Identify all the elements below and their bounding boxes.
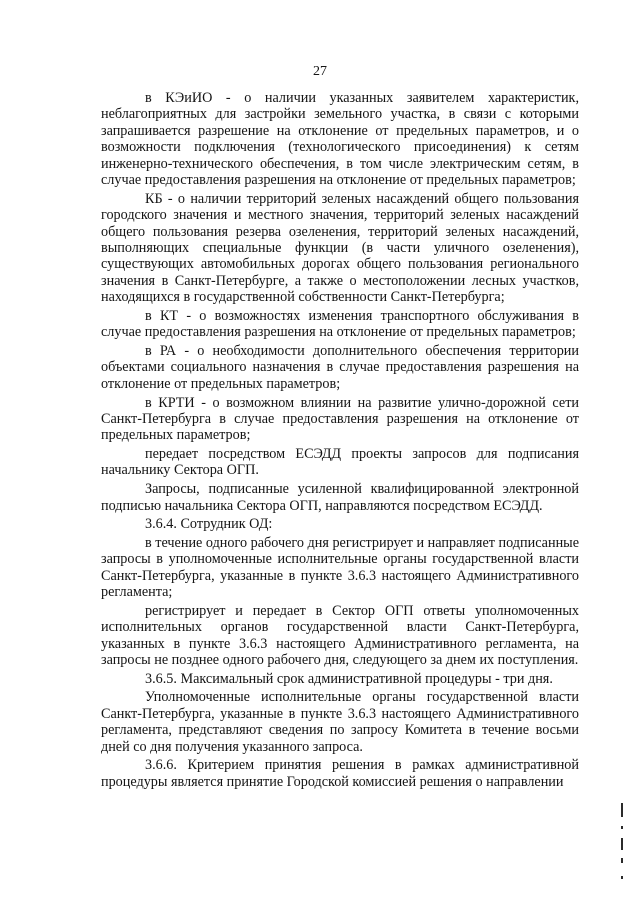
scan-edge-mark	[621, 803, 623, 817]
paragraph-ra-request: в РА - о необходимости дополнительного обеспечения территории объектами социального назначения в случае предоставления разрешения на отклонение от предельных параметров;	[101, 342, 579, 392]
document-body	[101, 90, 579, 793]
scan-edge-mark	[621, 876, 623, 879]
scan-edge-mark	[621, 858, 623, 863]
page-number: 27	[313, 64, 327, 79]
scan-edge-mark	[621, 838, 623, 850]
paragraph-keio-request: в КЭиИО - о наличии указанных заявителем характеристик, неблагоприятных для застройки земельного участка, в связи с которыми запрашивается разрешение на отклонение от предельных параметров, и о возможности подключения (технологического присоединения) к сетям инженерно-технического обеспечения, в том числе электрическим сетям, в случае предоставления разрешения на отклонение от предельных параметров;	[101, 90, 579, 189]
paragraph-register-answers: регистрирует и передает в Сектор ОГП ответы уполномоченных исполнительных органов государственной власти Санкт-Петербурга, указанных в пункте 3.6.3 настоящего Административного регламента, на запросы не позднее одного рабочего дня, следующего за днем их поступления.	[101, 602, 579, 669]
paragraph-register-and-send: в течение одного рабочего дня регистрирует и направляет подписанные запросы в уполномоченные исполнительные органы государственной власти Санкт-Петербурга, указанные в пункте 3.6.3 настоящего Административного регламента;	[101, 534, 579, 601]
paragraph-section-3-6-5: 3.6.5. Максимальный срок административной процедуры - три дня.	[145, 670, 553, 687]
paragraph-krti-request: в КРТИ - о возможном влиянии на развитие улично-дорожной сети Санкт-Петербурга в случае предоставления разрешения на отклонение от предельных параметров;	[101, 394, 579, 444]
paragraph-section-3-6-4: 3.6.4. Сотрудник ОД:	[145, 516, 273, 533]
paragraph-kt-request: в КТ - о возможностях изменения транспортного обслуживания в случае предоставления разрешения на отклонение от предельных параметров;	[101, 307, 579, 341]
paragraph-send-drafts: передает посредством ЕСЭДД проекты запросов для подписания начальнику Сектора ОГП.	[101, 446, 579, 479]
scan-edge-mark	[621, 826, 623, 829]
paragraph-kb-request: КБ - о наличии территорий зеленых насаждений общего пользования городского значения и местного значения, территорий зеленых насаждений общего пользования резерва озеленения, территорий зеленых насаждений, выполняющих специальные функции (в части уличного озеленения), существующих автомобильных дорогах общего пользования регионального значения в Санкт-Петербурге, а также о местоположении лесных участков, находящихся в государственной собственности Санкт-Петербурга;	[101, 190, 579, 306]
paragraph-signed-requests: Запросы, подписанные усиленной квалифицированной электронной подписью начальника Сектора ОГП, направляются посредством ЕСЭДД.	[101, 481, 579, 514]
paragraph-authorities-response: Уполномоченные исполнительные органы государственной власти Санкт-Петербурга, указанные в пункте 3.6.3 настоящего Административного регламента, представляют сведения по запросу Комитета в течение восьми дней со дня получения указанного запроса.	[101, 689, 579, 755]
paragraph-section-3-6-6: 3.6.6. Критерием принятия решения в рамках административной процедуры является принятие Городской комиссией решения о направлении	[101, 757, 579, 790]
